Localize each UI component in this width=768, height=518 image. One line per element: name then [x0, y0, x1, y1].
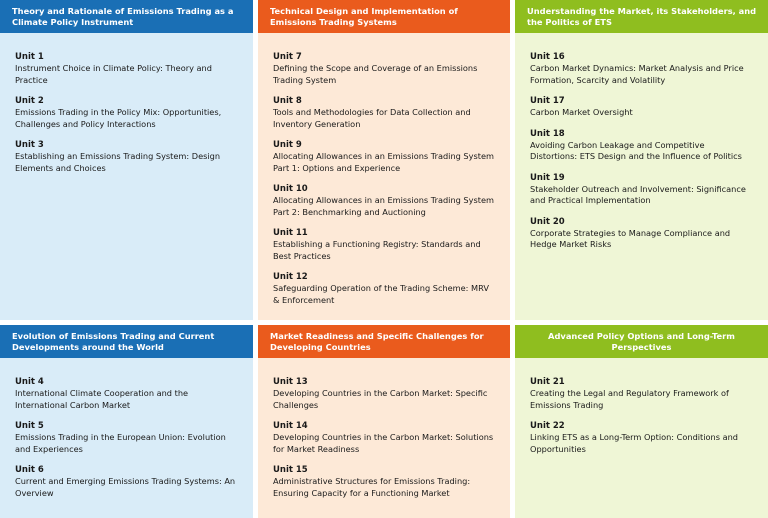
unit-number: Unit 11 [273, 228, 308, 238]
unit-item [273, 184, 496, 218]
unit-number: Unit 7 [273, 52, 302, 62]
module-header [258, 325, 510, 358]
unit-number: Unit 5 [15, 421, 44, 431]
module-header [515, 0, 768, 33]
module-body [515, 33, 768, 320]
unit-description: Current and Emerging Emissions Trading Systems: An Overview [15, 476, 236, 498]
module-header [0, 0, 253, 33]
unit-description: Avoiding Carbon Leakage and Competitive Distortions: ETS Design and the Influence of Politics [530, 139, 742, 161]
unit-description: Tools and Methodologies for Data Collection and Inventory Generation [273, 107, 471, 129]
unit-item [530, 217, 754, 251]
unit-number: Unit 6 [15, 465, 44, 475]
module-body [258, 33, 510, 320]
unit-number: Unit 17 [530, 96, 565, 106]
unit-description: Developing Countries in the Carbon Market: Specific Challenges [273, 388, 488, 410]
unit-number: Unit 13 [273, 377, 308, 387]
unit-number: Unit 1 [15, 52, 44, 62]
unit-item [15, 140, 239, 174]
module-header [515, 325, 768, 358]
unit-description: Linking ETS as a Long-Term Option: Conditions and Opportunities [530, 432, 738, 454]
module-title: Theory and Rationale of Emissions Trading as a Climate Policy Instrument [12, 6, 234, 27]
unit-number: Unit 9 [273, 140, 302, 150]
unit-item [15, 96, 239, 130]
unit-description: Allocating Allowances in an Emissions Trading System Part 1: Options and Experience [273, 151, 494, 173]
unit-number: Unit 20 [530, 216, 565, 227]
module-header [0, 325, 253, 358]
module-box-theory [0, 0, 253, 320]
module-box-market-readiness [258, 325, 510, 518]
unit-description: Establishing an Emissions Trading System: Design Elements and Choices [15, 151, 221, 173]
unit-item [273, 140, 496, 174]
unit-item [15, 465, 239, 499]
unit-item [530, 96, 754, 119]
unit-number: Unit 15 [273, 465, 308, 475]
unit-item [15, 377, 239, 411]
unit-item [530, 173, 754, 207]
unit-number: Unit 16 [530, 52, 565, 62]
unit-number: Unit 12 [273, 272, 308, 282]
module-title: Understanding the Market, its Stakeholders, and the Politics of ETS [527, 6, 757, 27]
unit-description: Instrument Choice in Climate Policy: Theory and Practice [15, 63, 212, 85]
unit-description: Stakeholder Outreach and Involvement: Significance and Practical Implementation [530, 183, 746, 205]
unit-description: Emissions Trading in the Policy Mix: Opportunities, Challenges and Policy Interactions [15, 107, 222, 129]
module-box-technical-design [258, 0, 510, 320]
unit-number: Unit 14 [273, 421, 308, 431]
unit-item [273, 377, 496, 411]
unit-item [530, 377, 754, 411]
module-header [258, 0, 510, 33]
unit-number: Unit 19 [530, 172, 565, 183]
module-body [0, 33, 253, 320]
unit-item [273, 96, 496, 130]
unit-description: Creating the Legal and Regulatory Framework of Emissions Trading [530, 388, 729, 410]
unit-number: Unit 8 [273, 96, 302, 106]
unit-item [15, 421, 239, 455]
module-box-advanced-policy [515, 325, 768, 518]
module-box-understanding-market [515, 0, 768, 320]
unit-item [273, 465, 496, 499]
unit-number: Unit 10 [273, 184, 308, 194]
unit-description: Developing Countries in the Carbon Market: Solutions for Market Readiness [273, 432, 494, 454]
unit-description: Carbon Market Dynamics: Market Analysis and Price Formation, Scarcity and Volatility [530, 63, 744, 85]
unit-number: Unit 18 [530, 128, 565, 139]
module-title: Technical Design and Implementation of Emissions Trading Systems [270, 6, 458, 27]
unit-description: Corporate Strategies to Manage Compliance and Hedge Market Risks [530, 227, 731, 249]
unit-description: Carbon Market Oversight [530, 107, 633, 117]
module-body [515, 358, 768, 518]
unit-description: Administrative Structures for Emissions Trading: Ensuring Capacity for a Functioning Market [273, 476, 471, 498]
module-body [258, 358, 510, 518]
unit-item [530, 52, 754, 86]
unit-item [15, 52, 239, 86]
unit-number: Unit 2 [15, 96, 44, 106]
unit-description: Emissions Trading in the European Union: Evolution and Experiences [15, 432, 226, 454]
unit-item [273, 272, 496, 306]
unit-description: Defining the Scope and Coverage of an Emissions Trading System [273, 63, 478, 85]
unit-item [530, 129, 754, 163]
module-title: Market Readiness and Specific Challenges for Developing Countries [270, 331, 484, 352]
unit-description: Establishing a Functioning Registry: Standards and Best Practices [273, 239, 481, 261]
unit-number: Unit 22 [530, 421, 565, 431]
module-body [0, 358, 253, 518]
module-title: Evolution of Emissions Trading and Current Developments around the World [12, 331, 215, 352]
module-box-evolution [0, 325, 253, 518]
unit-item [273, 52, 496, 86]
unit-item [273, 421, 496, 455]
unit-number: Unit 21 [530, 377, 565, 387]
unit-description: Allocating Allowances in an Emissions Trading System Part 2: Benchmarking and Auctioning [273, 195, 494, 217]
unit-number: Unit 4 [15, 377, 44, 387]
unit-description: International Climate Cooperation and the International Carbon Market [15, 388, 189, 410]
unit-number: Unit 3 [15, 140, 44, 150]
unit-description: Safeguarding Operation of the Trading Scheme: MRV & Enforcement [273, 283, 489, 305]
module-title: Advanced Policy Options and Long-Term Perspectives [548, 330, 735, 352]
unit-item [273, 228, 496, 262]
unit-item [530, 421, 754, 455]
